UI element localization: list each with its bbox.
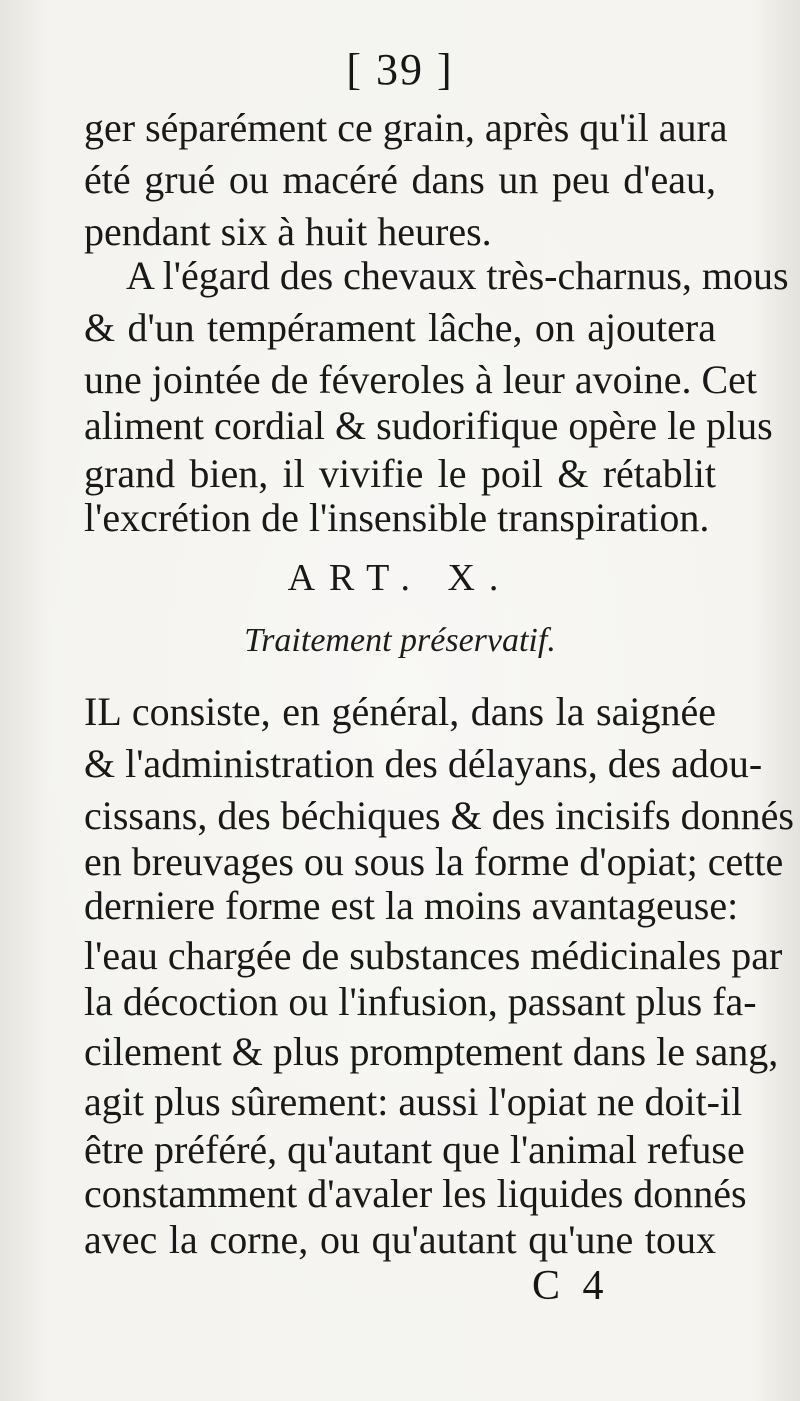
- text-line: l'excrétion de l'insensible transpiration.: [84, 495, 710, 540]
- text-line: & l'administration des délayans, des adou-: [84, 741, 763, 786]
- article-heading: ART. X.: [287, 557, 513, 599]
- text-line: avec la corne, ou qu'autant qu'une toux: [84, 1217, 716, 1262]
- article-subtitle: Traitement préservatif.: [244, 622, 556, 659]
- text-line: en breuvages ou sous la forme d'opiat; cette: [84, 839, 784, 884]
- text-line: & d'un tempérament lâche, on ajoutera: [84, 305, 716, 350]
- text-line: cilement & plus promptement dans le sang,: [84, 1029, 779, 1074]
- text-line: aliment cordial & sudorifique opère le plus: [84, 403, 773, 448]
- text-line: ger séparément ce grain, après qu'il aura: [84, 105, 728, 150]
- text-line: agit plus sûrement: aussi l'opiat ne doit-il: [84, 1079, 743, 1124]
- text-line: cissans, des béchiques & des incisifs donnés: [84, 793, 794, 838]
- text-line: être préféré, qu'autant que l'animal refuse: [84, 1127, 745, 1172]
- text-line: pendant six à huit heures.: [84, 209, 492, 254]
- text-line: constamment d'avaler les liquides donnés: [84, 1171, 747, 1216]
- text-line: une jointée de féveroles à leur avoine. Cet: [84, 357, 758, 402]
- text-line: grand bien, il vivifie le poil & rétablit: [84, 451, 716, 496]
- text-line: IL consiste, en général, dans la saignée: [84, 689, 716, 734]
- text-line: A l'égard des chevaux très-charnus, mous: [126, 253, 789, 298]
- signature-mark: C 4: [532, 1263, 610, 1309]
- text-line: été grué ou macéré dans un peu d'eau,: [84, 157, 716, 202]
- text-line: la décoction ou l'infusion, passant plus fa-: [84, 979, 757, 1024]
- text-line: l'eau chargée de substances médicinales par: [84, 933, 783, 978]
- text-line: derniere forme est la moins avantageuse:: [84, 883, 739, 928]
- page-number: [ 39 ]: [346, 45, 454, 94]
